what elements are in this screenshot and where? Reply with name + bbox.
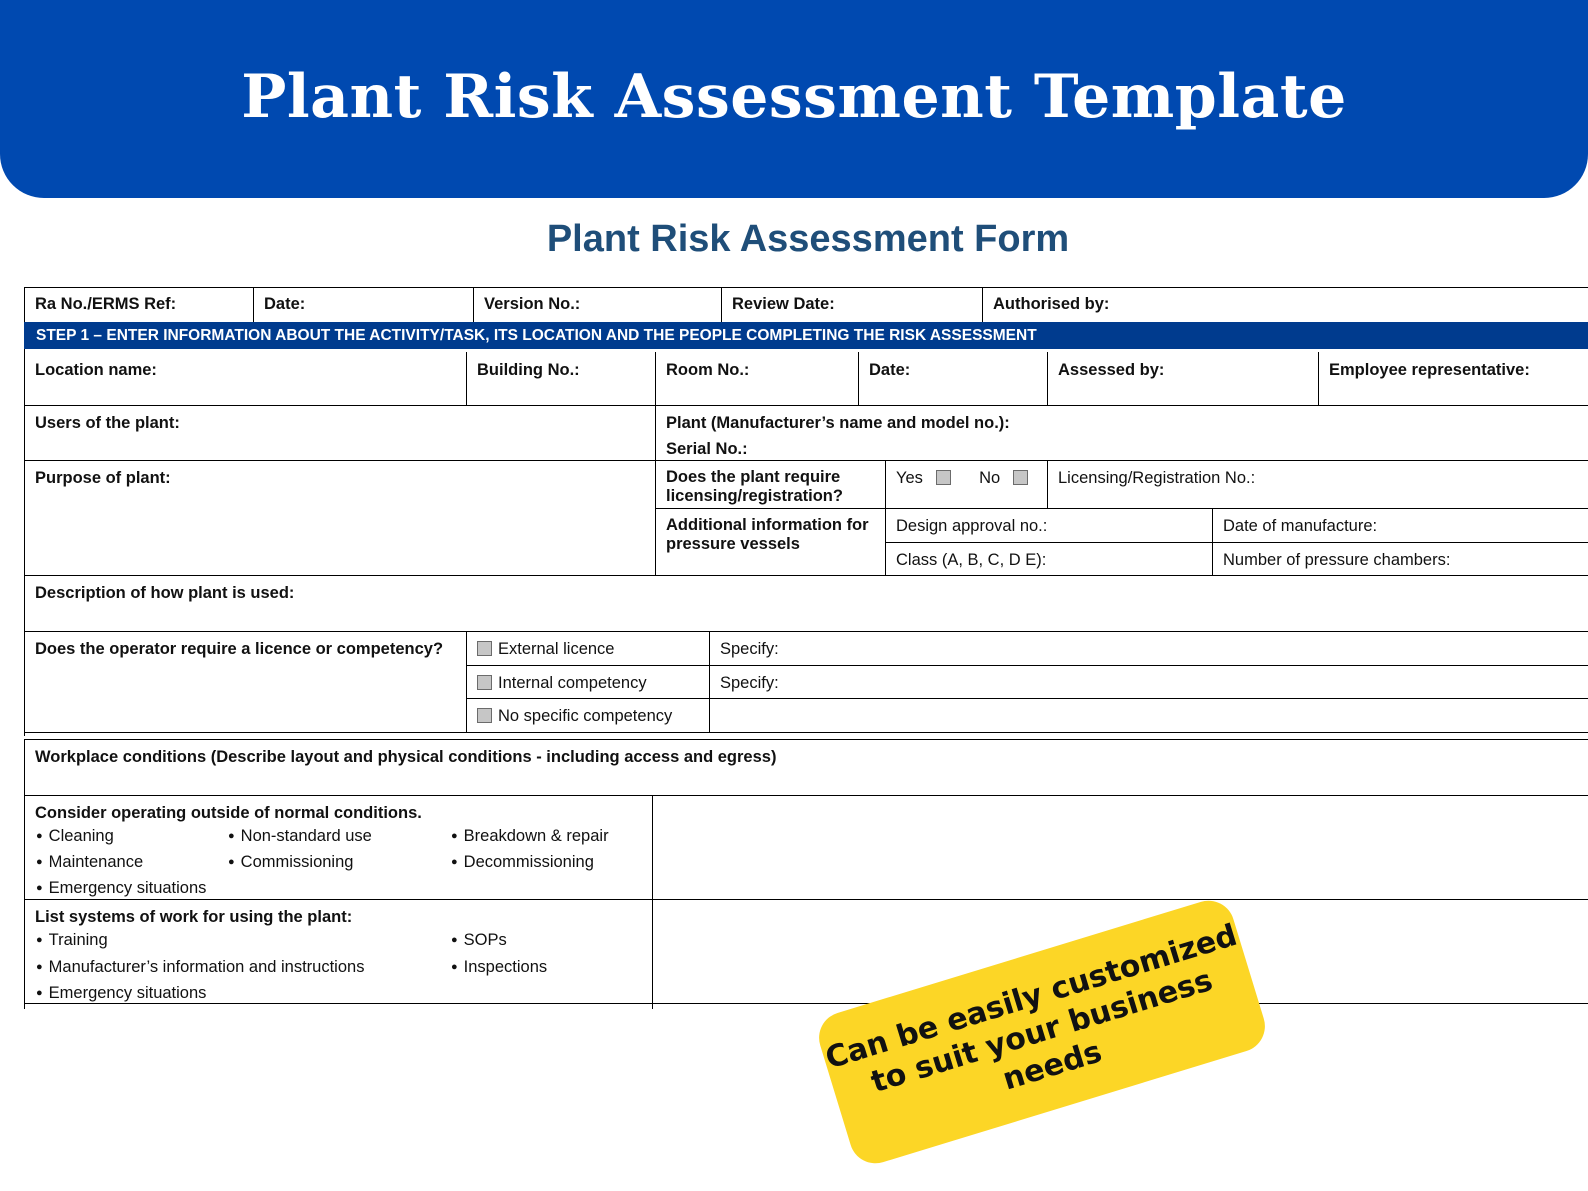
- licensing-no-label: Licensing/Registration No.:: [1058, 469, 1256, 487]
- licensing-yes-no: [885, 460, 1038, 488]
- version-label: Version No.:: [484, 295, 581, 313]
- date-manufacture-label: Date of manufacture:: [1223, 517, 1378, 535]
- room-no-label: Room No.:: [666, 361, 750, 379]
- specify-external-label: Specify:: [720, 640, 779, 658]
- purpose-label: Purpose of plant:: [35, 469, 171, 487]
- systems-label: List systems of work for using the plant:: [35, 908, 353, 926]
- form-title: Plant Risk Assessment Form: [546, 218, 1070, 260]
- internal-competency-checkbox[interactable]: [477, 675, 492, 690]
- internal-competency-option: [466, 665, 657, 693]
- operator-licence-question: Does the operator require a licence or competency?: [35, 640, 444, 658]
- title-banner: [0, 0, 1588, 198]
- building-no-label: Building No.:: [477, 361, 580, 379]
- systems-item: ● Manufacturer’s information and instructions: [36, 958, 364, 977]
- workplace-label: Workplace conditions (Describe layout and physical conditions - including access and egress): [35, 748, 777, 766]
- external-licence-label: External licence: [498, 640, 615, 658]
- authorised-by-label: Authorised by:: [993, 295, 1110, 313]
- consider-item: ● Non-standard use: [228, 827, 372, 846]
- no-specific-label: No specific competency: [498, 707, 673, 725]
- consider-item: ● Maintenance: [36, 853, 143, 872]
- specify-internal-label: Specify:: [720, 674, 779, 692]
- users-label: Users of the plant:: [35, 414, 180, 432]
- consider-item: ● Emergency situations: [36, 879, 206, 898]
- no-label: No: [979, 469, 1001, 487]
- class-label: Class (A, B, C, D E):: [896, 551, 1047, 569]
- no-specific-checkbox[interactable]: [477, 708, 492, 723]
- consider-item: ● Breakdown & repair: [451, 827, 609, 846]
- customize-note-text: Can be easily customized to suit your business needs: [821, 917, 1242, 1101]
- consider-item: ● Decommissioning: [451, 853, 594, 872]
- systems-item: ● Inspections: [451, 958, 547, 977]
- location-name-label: Location name:: [35, 361, 157, 379]
- consider-label: Consider operating outside of normal conditions.: [35, 804, 422, 822]
- employee-rep-label: Employee representative:: [1329, 361, 1530, 379]
- external-licence-checkbox[interactable]: [477, 641, 492, 656]
- no-specific-option: [466, 698, 682, 726]
- date-label: Date:: [264, 295, 306, 313]
- consider-item: ● Commissioning: [228, 853, 353, 872]
- pressure-info-label: Additional information for pressure vessels: [666, 516, 869, 553]
- internal-competency-label: Internal competency: [498, 674, 647, 692]
- description-label: Description of how plant is used:: [35, 584, 295, 602]
- step1-header: STEP 1 – ENTER INFORMATION ABOUT THE ACTIVITY/TASK, ITS LOCATION AND THE PEOPLE COMPLETING THE RISK ASSESSMENT: [24, 322, 1588, 349]
- no-checkbox[interactable]: [1013, 470, 1028, 485]
- systems-item: ● Training: [36, 931, 108, 950]
- customize-note: [813, 894, 1272, 1169]
- systems-item: ● SOPs: [451, 931, 507, 950]
- yes-checkbox[interactable]: [936, 470, 951, 485]
- assessed-by-label: Assessed by:: [1058, 361, 1165, 379]
- review-date-label: Review Date:: [732, 295, 835, 313]
- ra-no-label: Ra No./ERMS Ref:: [35, 295, 177, 313]
- serial-no-label: Serial No.:: [666, 440, 748, 458]
- yes-label: Yes: [896, 469, 923, 487]
- systems-item: ● Emergency situations: [36, 984, 206, 1003]
- design-approval-label: Design approval no.:: [896, 517, 1048, 535]
- banner-title: Plant Risk Assessment Template: [241, 62, 1347, 132]
- external-licence-option: [466, 631, 624, 659]
- plant-manufacturer-label: Plant (Manufacturer’s name and model no.):: [666, 414, 1010, 432]
- location-date-label: Date:: [869, 361, 911, 379]
- pressure-chambers-label: Number of pressure chambers:: [1223, 551, 1451, 569]
- licensing-question: Does the plant require licensing/registration?: [666, 468, 843, 505]
- consider-item: ● Cleaning: [36, 827, 114, 846]
